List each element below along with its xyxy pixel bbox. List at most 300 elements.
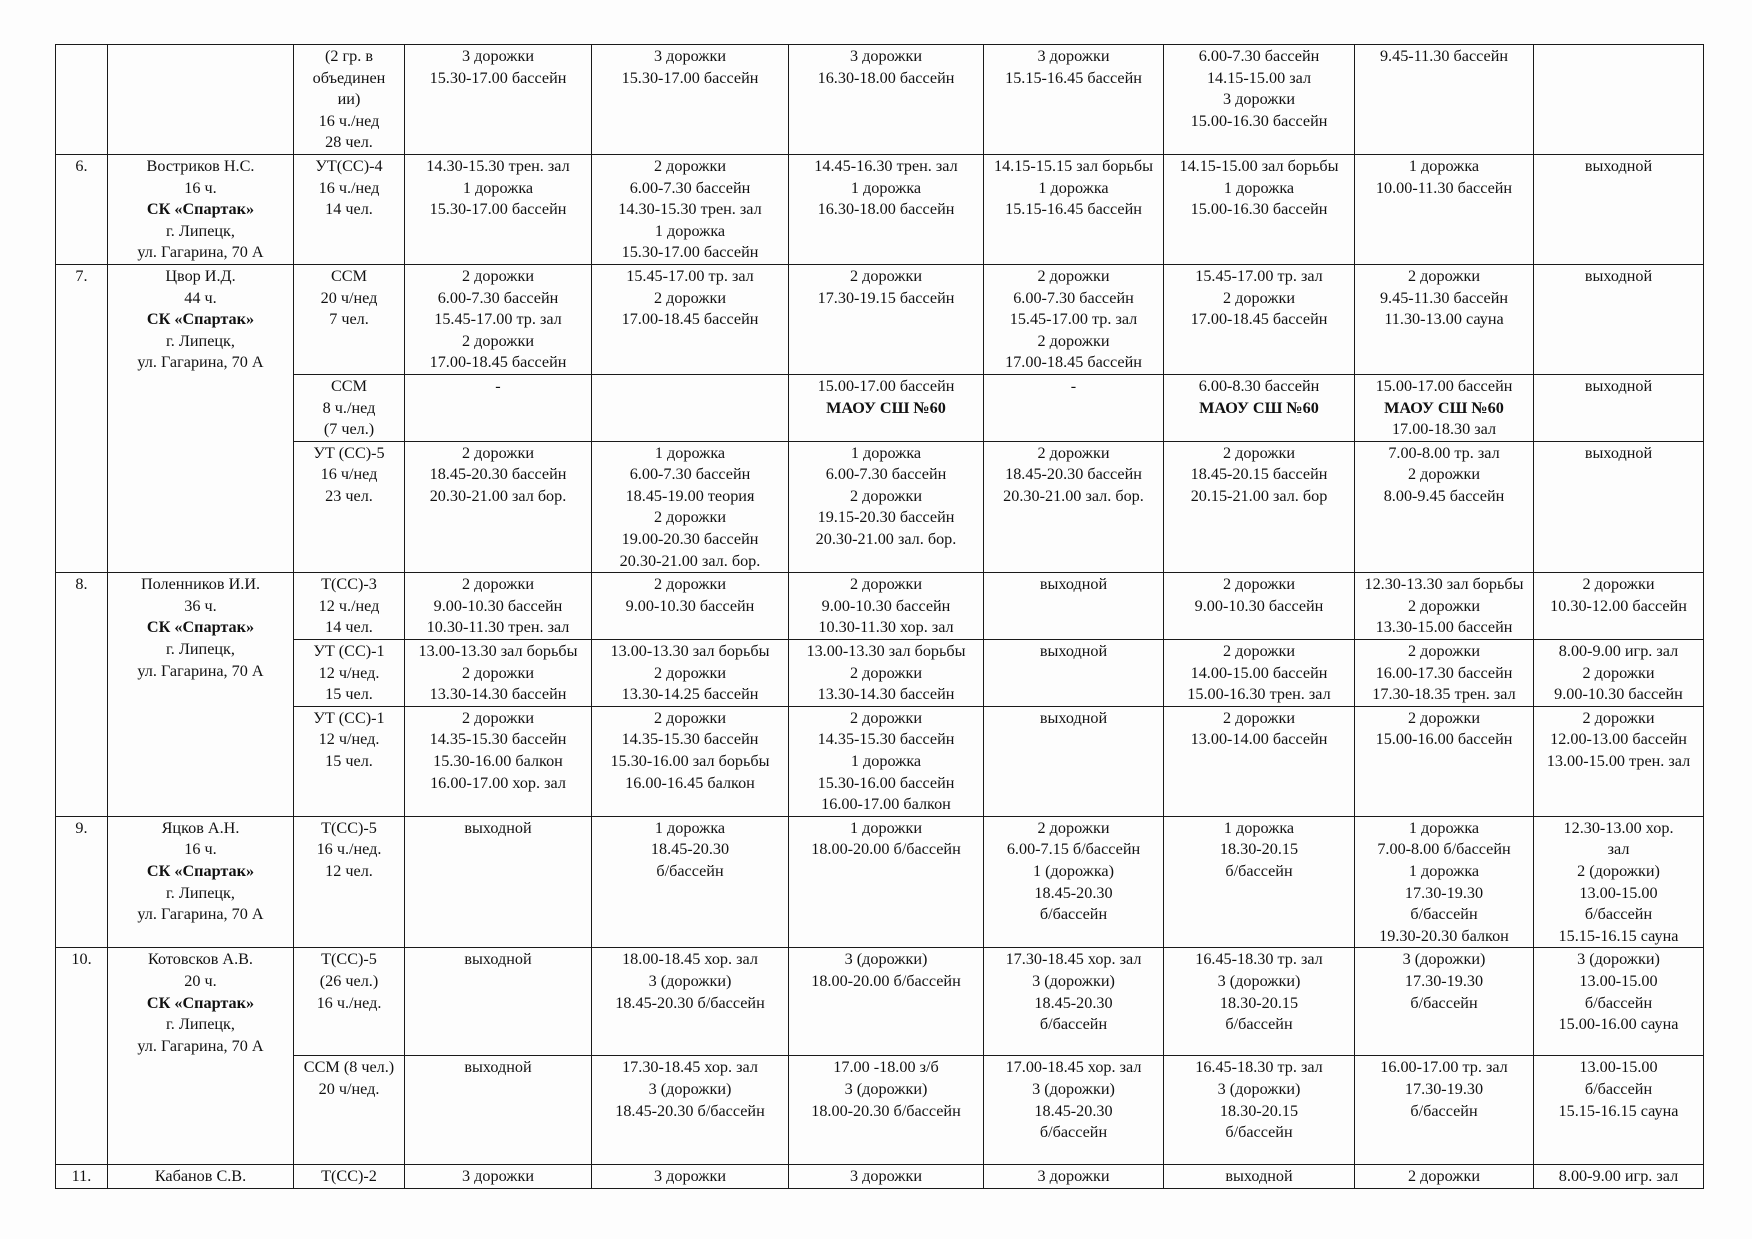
day-tue: [592, 374, 789, 441]
cell-line: 14.35-15.30 бассейн: [429, 730, 567, 749]
cell-line: 15.00-16.30 бассейн: [1190, 200, 1328, 219]
cell-line: 15.45-17.00 тр. зал: [1195, 266, 1323, 285]
cell-line: 14 чел.: [325, 618, 373, 637]
cell-line: 16 ч./нед.: [316, 840, 382, 859]
day-wed: [789, 45, 984, 155]
cell-line: 12.00-13.00 бассейн: [1550, 730, 1687, 749]
cell-line: 14.15-15.15 зал борьбы: [993, 156, 1154, 175]
cell-line: 17.00-18.45 хор. зал: [1005, 1058, 1142, 1077]
cell-line: 6.00-7.30 бассейн: [629, 178, 751, 197]
cell-line: УТ (СС)-1: [313, 642, 385, 661]
table-row: [56, 948, 1704, 1056]
cell-line: 2 дорожки: [462, 575, 534, 594]
day-fri: [1164, 816, 1355, 948]
cell-line: б/бассейн: [656, 861, 724, 880]
cell-line: 13.00-15.00: [1579, 971, 1658, 990]
day-sat: [1355, 573, 1534, 640]
day-sat: [1355, 1165, 1534, 1189]
cell-line: 9.00-10.30 бассейн: [433, 596, 563, 615]
cell-line: 3 (дорожки): [1402, 950, 1486, 969]
cell-line: 16.45-18.30 тр. зал: [1195, 1058, 1323, 1077]
day-thu: [984, 948, 1164, 1056]
cell-line: 15.30-16.00 бассейн: [817, 773, 955, 792]
coach-cell: [108, 45, 294, 155]
cell-line: 6.00-7.15 б/бассейн: [1006, 840, 1141, 859]
day-wed: [789, 573, 984, 640]
cell-line: 16.00-16.45 балкон: [625, 773, 755, 792]
cell-line: б/бассейн: [1410, 905, 1478, 924]
cell-line: Т(СС)-5: [321, 950, 377, 969]
cell-line: 1 дорожка: [1408, 156, 1480, 175]
cell-line: г. Липецк,: [166, 640, 235, 659]
day-tue: [592, 154, 789, 264]
day-tue: [592, 1056, 789, 1165]
cell-line: 15.45-17.00 тр. зал: [626, 266, 754, 285]
day-thu: [984, 1056, 1164, 1165]
day-sun: [1534, 706, 1704, 816]
day-mon: [405, 264, 592, 374]
cell-line: 12 ч/нед.: [318, 663, 380, 682]
day-sat: [1355, 374, 1534, 441]
cell-line: 16.00-17.00 балкон: [821, 795, 951, 814]
day-tue: [592, 706, 789, 816]
cell-line: 2 дорожки: [850, 486, 922, 505]
cell-line: -: [1070, 376, 1077, 395]
cell-line: 36 ч.: [184, 596, 217, 615]
cell-line: 18.45-20.30: [650, 840, 730, 859]
cell-line: г. Липецк,: [166, 1015, 235, 1034]
day-wed: [789, 154, 984, 264]
cell-line: 1 дорожка: [654, 818, 726, 837]
cell-line: выходной: [1584, 443, 1653, 462]
cell-line: 2 дорожки: [1223, 288, 1295, 307]
cell-line: 16 ч./нед: [318, 178, 380, 197]
day-wed: [789, 706, 984, 816]
cell-line: 14.15-15.00 зал борьбы: [1179, 156, 1339, 175]
cell-line: 6.00-7.30 бассейн: [1198, 47, 1320, 65]
cell-line: 15.00-17.00 бассейн: [817, 376, 955, 395]
cell-line: 15.15-16.15 сауна: [1558, 1101, 1679, 1120]
cell-line: 14.35-15.30 бассейн: [621, 730, 759, 749]
cell-line: 2 дорожки: [850, 575, 922, 594]
cell-line: 3 дорожки: [850, 1167, 922, 1186]
cell-line: 10.30-11.30 трен. зал: [426, 618, 570, 637]
table-row: [56, 1056, 1704, 1165]
cell-line: 15 чел.: [325, 752, 373, 770]
cell-line: 13.00-13.30 зал борьбы: [806, 642, 966, 661]
cell-line: 1 дорожка: [1223, 818, 1295, 837]
coach-cell: [108, 948, 294, 1165]
day-mon: [405, 154, 592, 264]
cell-line: 3 дорожки: [1223, 90, 1295, 109]
cell-line: ССМ: [331, 376, 367, 395]
day-sat: [1355, 948, 1534, 1056]
cell-line: 20.30-21.00 зал. бор.: [1003, 486, 1144, 505]
cell-line: 2 дорожки: [654, 508, 726, 527]
cell-line: 1 дорожка: [850, 178, 922, 197]
cell-line: 3 (дорожки): [648, 971, 732, 990]
cell-line: 2 дорожки: [654, 575, 726, 594]
table-row: [56, 1165, 1704, 1189]
cell-line: 28 чел.: [325, 133, 373, 152]
cell-line: 15.30-17.00 бассейн: [621, 243, 759, 262]
cell-line: (7 чел.): [323, 420, 375, 439]
cell-line: объединен: [312, 68, 386, 87]
group-cell: [294, 1056, 405, 1165]
cell-line: 16 ч./нед.: [316, 993, 382, 1012]
cell-line: 18.00-20.30 б/бассейн: [811, 1101, 961, 1120]
cell-line: 12 чел.: [325, 861, 373, 880]
row-number: [56, 948, 108, 1165]
cell-line: 3 дорожки: [654, 1167, 726, 1186]
cell-line: б/бассейн: [1584, 993, 1653, 1012]
cell-line: 23 чел.: [325, 486, 373, 505]
day-fri: [1164, 264, 1355, 374]
cell-line: 2 дорожки: [462, 266, 534, 285]
cell-line: ул. Гагарина, 70 А: [137, 243, 264, 262]
cell-line: 9.00-10.30 бассейн: [625, 596, 755, 615]
day-sun: [1534, 948, 1704, 1056]
group-cell: [294, 640, 405, 707]
cell-line: выходной: [1584, 376, 1653, 395]
cell-line: 9.00-10.30 бассейн: [821, 596, 951, 615]
cell-line: 1 дорожка: [654, 221, 726, 240]
table-row: [56, 640, 1704, 707]
cell-line: выходной: [1039, 642, 1108, 661]
table-row: [56, 706, 1704, 816]
cell-line: 3 (дорожки): [1032, 1079, 1115, 1098]
coach-cell: [108, 816, 294, 948]
cell-line: 15.30-16.00 зал борьбы: [610, 752, 770, 770]
day-thu: [984, 45, 1164, 155]
cell-line: 3 (дорожки): [844, 950, 928, 969]
group-cell: [294, 441, 405, 573]
cell-line: 2 дорожки: [462, 331, 534, 350]
cell-line: 15.30-16.00 балкон: [433, 752, 563, 770]
cell-line: 9.45-11.30 бассейн: [1379, 47, 1509, 65]
cell-line: МАОУ СШ №60: [1384, 398, 1504, 417]
cell-line: 17.30-18.45 хор. зал: [622, 1058, 758, 1077]
day-wed: [789, 1165, 984, 1189]
cell-line: 3 (дорожки): [1032, 971, 1115, 990]
cell-line: 13.00-15.00: [1579, 1058, 1658, 1077]
cell-line: 18.45-20.30: [1034, 883, 1113, 902]
group-cell: [294, 948, 405, 1056]
day-sun: [1534, 640, 1704, 707]
coach-cell: [108, 154, 294, 264]
cell-line: ул. Гагарина, 70 А: [137, 905, 264, 924]
cell-line: г. Липецк,: [166, 331, 235, 350]
cell-line: -: [495, 376, 501, 395]
day-thu: [984, 816, 1164, 948]
cell-line: 3 дорожки: [654, 47, 726, 65]
cell-line: 17.30-19.30: [1404, 883, 1484, 902]
cell-line: 2 дорожки: [850, 708, 922, 727]
cell-line: 17.00-18.45 бассейн: [429, 353, 567, 372]
cell-line: б/бассейн: [1410, 993, 1478, 1012]
cell-line: 2 дорожки: [1408, 465, 1480, 484]
cell-line: 16.00-17.30 бассейн: [1375, 663, 1513, 682]
cell-line: МАОУ СШ №60: [826, 398, 946, 417]
cell-line: выходной: [1039, 708, 1108, 727]
day-sat: [1355, 640, 1534, 707]
cell-line: 6.00-7.30 бассейн: [437, 288, 559, 307]
day-mon: [405, 1056, 592, 1165]
cell-line: (26 чел.): [319, 971, 379, 990]
cell-line: 17.00-18.45 бассейн: [1005, 353, 1142, 372]
cell-line: 16.00-17.00 хор. зал: [430, 773, 566, 792]
day-mon: [405, 640, 592, 707]
day-thu: [984, 154, 1164, 264]
day-sat: [1355, 45, 1534, 155]
day-mon: [405, 706, 592, 816]
cell-line: 1 дорожка: [1038, 178, 1109, 197]
cell-line: г. Липецк,: [166, 883, 235, 902]
cell-line: 2 дорожки: [654, 288, 726, 307]
day-tue: [592, 441, 789, 573]
row-number: [56, 816, 108, 948]
row-number: [56, 1165, 108, 1189]
day-mon: [405, 441, 592, 573]
cell-line: 1 дорожка: [850, 752, 922, 770]
cell-line: 15 чел.: [325, 685, 373, 704]
cell-line: Т(СС)-2: [321, 1167, 377, 1186]
cell-line: 12.30-13.30 зал борьбы: [1364, 575, 1524, 594]
cell-line: 18.45-20.30 бассейн: [429, 465, 567, 484]
cell-line: 15.00-16.30 трен. зал: [1187, 685, 1331, 704]
cell-line: 7.00-8.00 тр. зал: [1388, 443, 1500, 462]
cell-line: 9.00-10.30 бассейн: [1194, 596, 1324, 615]
cell-line: 15.00-16.30 бассейн: [1190, 111, 1328, 130]
day-tue: [592, 573, 789, 640]
cell-line: Котовсков А.В.: [148, 950, 253, 969]
day-thu: [984, 264, 1164, 374]
cell-line: 2 дорожки: [654, 663, 726, 682]
cell-line: 15.30-17.00 бассейн: [429, 200, 567, 219]
row-number: [56, 573, 108, 817]
cell-line: 17.30-18.35 трен. зал: [1372, 685, 1516, 704]
cell-line: 17.00-18.45 бассейн: [1190, 310, 1328, 329]
table-row: [56, 374, 1704, 441]
day-sun: [1534, 816, 1704, 948]
cell-line: 7.: [75, 266, 88, 285]
cell-line: 18.00-20.00 б/бассейн: [811, 840, 961, 859]
group-cell: [294, 1165, 405, 1189]
cell-line: 1 дорожки: [850, 818, 922, 837]
day-sun: [1534, 1056, 1704, 1165]
day-sun: [1534, 154, 1704, 264]
cell-line: 20 ч.: [184, 971, 217, 990]
cell-line: 2 дорожки: [1582, 575, 1655, 594]
cell-line: 19.30-20.30 балкон: [1379, 926, 1509, 945]
day-fri: [1164, 1165, 1355, 1189]
cell-line: 3 (дорожки): [1577, 950, 1660, 969]
cell-line: 18.45-20.30 б/бассейн: [615, 993, 765, 1012]
cell-line: 14.00-15.00 бассейн: [1190, 663, 1328, 682]
cell-line: 18.00-18.45 хор. зал: [622, 950, 758, 969]
day-thu: [984, 441, 1164, 573]
row-number: [56, 154, 108, 264]
cell-line: 6.00-7.30 бассейн: [629, 465, 751, 484]
cell-line: 18.00-20.00 б/бассейн: [811, 971, 961, 990]
cell-line: 20.15-21.00 зал. бор: [1190, 486, 1328, 505]
day-sun: [1534, 441, 1704, 573]
cell-line: 8.00-9.00 игр. зал: [1558, 642, 1679, 661]
cell-line: 1 дорожка: [1408, 818, 1480, 837]
day-wed: [789, 948, 984, 1056]
group-cell: [294, 816, 405, 948]
cell-line: 14 чел.: [325, 200, 373, 219]
cell-line: 2 дорожки: [1408, 642, 1480, 661]
cell-line: 15.45-17.00 тр. зал: [1009, 310, 1138, 329]
cell-line: 1 (дорожка): [1032, 861, 1115, 880]
cell-line: 2 дорожки: [1223, 642, 1295, 661]
table-row: [56, 816, 1704, 948]
cell-line: 13.30-15.00 бассейн: [1375, 618, 1513, 637]
cell-line: 2 дорожки: [462, 708, 534, 727]
cell-line: выходной: [464, 818, 532, 837]
schedule-table: [55, 44, 1704, 1189]
day-tue: [592, 264, 789, 374]
cell-line: СК «Спартак»: [146, 618, 255, 637]
row-number: [56, 264, 108, 572]
cell-line: Поленников И.И.: [140, 575, 261, 594]
group-cell: [294, 154, 405, 264]
cell-line: 3 дорожки: [462, 1167, 534, 1186]
cell-line: б/бассейн: [1225, 861, 1293, 880]
cell-line: 1 дорожка: [462, 178, 534, 197]
day-thu: [984, 706, 1164, 816]
cell-line: 13.30-14.25 бассейн: [621, 685, 759, 704]
cell-line: 20 ч/нед: [320, 288, 378, 307]
cell-line: 15.15-16.45 бассейн: [1005, 68, 1142, 87]
schedule-body: [56, 45, 1704, 1189]
day-fri: [1164, 948, 1355, 1056]
cell-line: 11.: [71, 1167, 92, 1186]
cell-line: б/бассейн: [1225, 1015, 1293, 1034]
cell-line: 3 дорожки: [1037, 47, 1110, 65]
day-fri: [1164, 706, 1355, 816]
cell-line: 16 ч./нед: [318, 111, 380, 130]
group-cell: [294, 45, 405, 155]
day-mon: [405, 948, 592, 1056]
cell-line: 18.45-20.30 бассейн: [1005, 465, 1142, 484]
cell-line: 2 дорожки: [1223, 708, 1295, 727]
table-row: [56, 573, 1704, 640]
day-sat: [1355, 154, 1534, 264]
cell-line: 18.30-20.15: [1219, 840, 1299, 859]
cell-line: 2 дорожки: [462, 663, 534, 682]
cell-line: 17.30-19.15 бассейн: [817, 288, 955, 307]
day-fri: [1164, 441, 1355, 573]
cell-line: 20 ч/нед.: [318, 1079, 380, 1098]
day-sun: [1534, 264, 1704, 374]
cell-line: 15.00-16.00 бассейн: [1375, 730, 1513, 749]
cell-line: 13.00-13.30 зал борьбы: [418, 642, 578, 661]
cell-line: выходной: [1225, 1167, 1293, 1186]
cell-line: 9.00-10.30 бассейн: [1554, 685, 1683, 704]
cell-line: 17.00 -18.00 з/б: [833, 1058, 939, 1077]
day-sat: [1355, 1056, 1534, 1165]
cell-line: 12 ч./нед: [318, 596, 380, 615]
cell-line: 15.45-17.00 тр. зал: [434, 310, 562, 329]
cell-line: 9.45-11.30 бассейн: [1379, 288, 1509, 307]
cell-line: 2 дорожки: [462, 443, 534, 462]
day-tue: [592, 948, 789, 1056]
cell-line: СК «Спартак»: [146, 861, 255, 880]
table-row: [56, 264, 1704, 374]
cell-line: 3 (дорожки): [844, 1079, 928, 1098]
cell-line: 15.00-16.00 сауна: [1558, 1015, 1679, 1034]
day-fri: [1164, 374, 1355, 441]
cell-line: ул. Гагарина, 70 А: [137, 353, 264, 372]
cell-line: 1 дорожка: [1223, 178, 1295, 197]
cell-line: 9.: [75, 818, 88, 837]
cell-line: СК «Спартак»: [146, 310, 255, 329]
cell-line: 6.00-7.30 бассейн: [825, 465, 947, 484]
cell-line: 7.00-8.00 б/бассейн: [1377, 840, 1511, 859]
cell-line: 2 дорожки: [654, 708, 726, 727]
cell-line: 2 дорожки: [654, 156, 726, 175]
cell-line: б/бассейн: [1225, 1123, 1293, 1142]
cell-line: 18.45-20.15 бассейн: [1190, 465, 1328, 484]
day-wed: [789, 441, 984, 573]
cell-line: 13.00-14.00 бассейн: [1190, 730, 1328, 749]
cell-line: ул. Гагарина, 70 А: [137, 661, 264, 680]
cell-line: выходной: [464, 1058, 532, 1077]
coach-cell: [108, 1165, 294, 1189]
group-cell: [294, 264, 405, 374]
cell-line: Т(СС)-3: [321, 575, 377, 594]
cell-line: 2 дорожки: [1037, 266, 1110, 285]
cell-line: выходной: [1039, 575, 1108, 594]
cell-line: 2 дорожки: [1408, 1167, 1480, 1186]
cell-line: б/бассейн: [1584, 905, 1653, 924]
cell-line: 6.00-8.30 бассейн: [1198, 376, 1320, 395]
cell-line: выходной: [1584, 156, 1653, 175]
cell-line: 11.30-13.00 сауна: [1384, 310, 1504, 329]
day-wed: [789, 640, 984, 707]
cell-line: 17.30-19.30: [1404, 971, 1484, 990]
day-fri: [1164, 573, 1355, 640]
cell-line: Кабанов С.В.: [154, 1167, 247, 1186]
cell-line: 18.45-20.30: [1034, 993, 1113, 1012]
day-mon: [405, 816, 592, 948]
cell-line: 1 дорожка: [1408, 861, 1480, 880]
cell-line: 15.15-16.45 бассейн: [1005, 200, 1142, 219]
cell-line: 12.30-13.00 хор.: [1563, 818, 1674, 837]
day-tue: [592, 816, 789, 948]
day-thu: [984, 573, 1164, 640]
day-sun: [1534, 573, 1704, 640]
cell-line: 10.00-11.30 бассейн: [1375, 178, 1513, 197]
cell-line: ии): [337, 90, 361, 109]
cell-line: Яцков А.Н.: [161, 818, 240, 837]
coach-cell: [108, 573, 294, 817]
cell-line: 8.00-9.45 бассейн: [1383, 486, 1505, 505]
cell-line: 17.30-19.30: [1404, 1079, 1484, 1098]
cell-line: 15.00-17.00 бассейн: [1375, 376, 1513, 395]
cell-line: 3 дорожки: [462, 47, 534, 65]
cell-line: УТ (СС)-5: [313, 443, 385, 462]
cell-line: 12 ч/нед.: [318, 730, 380, 749]
day-sat: [1355, 816, 1534, 948]
cell-line: 18.30-20.15: [1219, 1101, 1299, 1120]
day-sat: [1355, 264, 1534, 374]
cell-line: 14.35-15.30 бассейн: [817, 730, 955, 749]
table-row: [56, 441, 1704, 573]
cell-line: 6.00-7.30 бассейн: [1013, 288, 1134, 307]
